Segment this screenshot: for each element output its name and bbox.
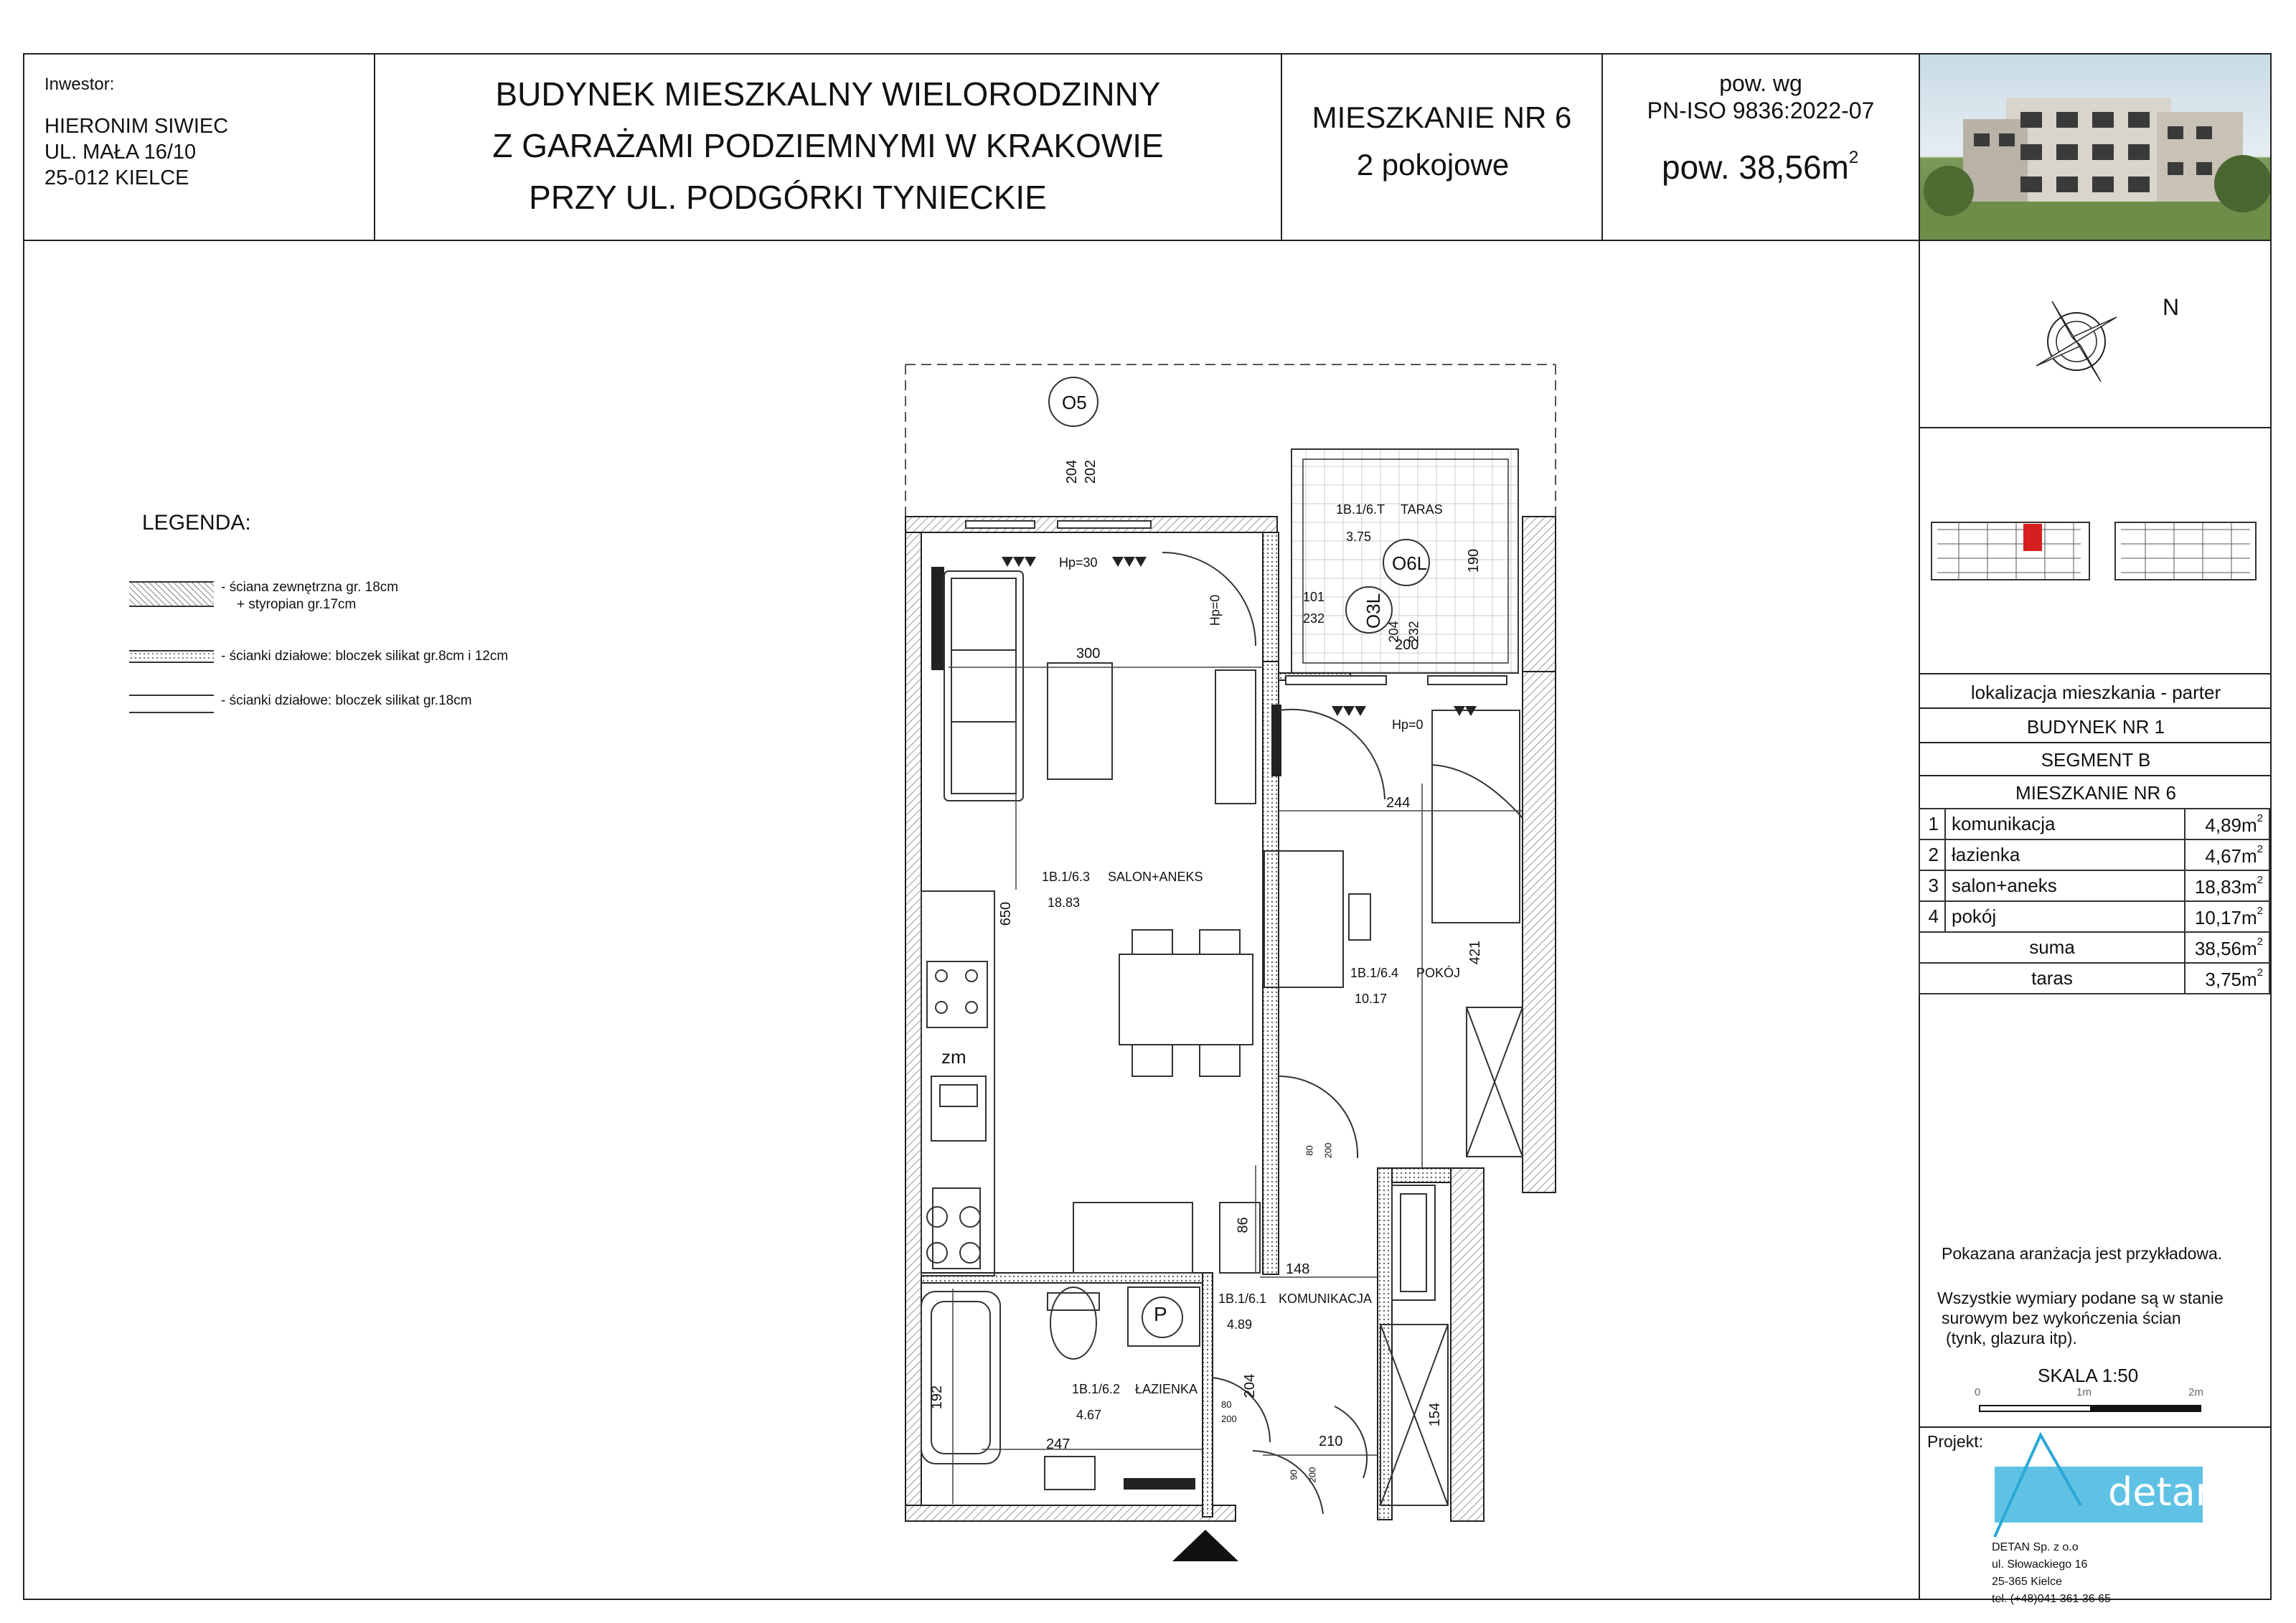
area-name: pokój bbox=[1945, 901, 2185, 932]
scale-tick-2: 2m bbox=[2188, 1386, 2203, 1398]
company-name: DETAN Sp. z o.o bbox=[1992, 1541, 2079, 1553]
location-apartment: MIESZKANIE NR 6 bbox=[2015, 782, 2176, 804]
hp30-label: Hp=30 bbox=[1059, 555, 1098, 570]
dim-232a: 232 bbox=[1303, 611, 1325, 626]
scale-tick-1: 1m bbox=[2076, 1386, 2092, 1398]
scale-label: SKALA 1:50 bbox=[2038, 1365, 2139, 1386]
area-no: 4 bbox=[1919, 901, 1945, 932]
kom-name: KOMUNIKACJA bbox=[1279, 1292, 1373, 1306]
dim-154: 154 bbox=[1427, 1402, 1444, 1427]
taras-name: TARAS bbox=[1401, 502, 1443, 517]
note-dimensions-2: surowym bez wykończenia ścian bbox=[1942, 1309, 2181, 1327]
dim-101: 101 bbox=[1303, 590, 1325, 604]
area-value: $4,89m^2$ bbox=[2185, 809, 2269, 839]
dim-244: 244 bbox=[1386, 795, 1411, 811]
dim-90: 90 bbox=[1288, 1469, 1299, 1480]
legend-item1-line1: - ściana zewnętrzna gr. 18cm bbox=[221, 580, 399, 595]
dim-200: 200 bbox=[1395, 637, 1419, 653]
dim-204b: 204 bbox=[1386, 621, 1401, 643]
legend-item1-line2: + styropian gr.17cm bbox=[237, 597, 357, 612]
note-arrangement: Pokazana aranżacja jest przykładowa. bbox=[1942, 1244, 2223, 1263]
area-name: komunikacja bbox=[1945, 809, 2185, 839]
location-building: BUDYNEK NR 1 bbox=[2026, 716, 2165, 738]
dim-200b: 200 bbox=[1221, 1413, 1237, 1424]
sum-label: suma bbox=[1919, 932, 2185, 963]
legend-item2: - ścianki działowe: bloczek silikat gr.8cm i 12cm bbox=[221, 649, 509, 664]
dim-204c: 204 bbox=[1242, 1373, 1258, 1398]
dim-148: 148 bbox=[1286, 1261, 1310, 1277]
compass-north-label: N bbox=[2163, 294, 2180, 320]
legend-title: LEGENDA: bbox=[142, 511, 251, 535]
hp0b-label: Hp=0 bbox=[1392, 718, 1424, 732]
apartment-rooms: 2 pokojowe bbox=[1356, 148, 1510, 182]
area-name: łazienka bbox=[1945, 839, 2185, 870]
legend-item3: - ścianki działowe: bloczek silikat gr.18cm bbox=[221, 693, 472, 708]
area-value: $10,17m^2$ bbox=[2185, 901, 2269, 932]
hp0a-label: Hp=0 bbox=[1208, 594, 1223, 626]
dim-210: 210 bbox=[1319, 1434, 1343, 1449]
dim-300: 300 bbox=[1076, 646, 1101, 662]
investor-street: UL. MAŁA 16/10 bbox=[44, 141, 197, 164]
project-label: Projekt: bbox=[1927, 1432, 1983, 1451]
p-label: P bbox=[1154, 1303, 1167, 1325]
location-segment: SEGMENT B bbox=[2041, 749, 2151, 771]
kom-code: 1B.1/6.1 bbox=[1218, 1292, 1267, 1306]
company-street: ul. Słowackiego 16 bbox=[1992, 1558, 2088, 1571]
dim-190: 190 bbox=[1466, 548, 1482, 573]
title-line1: BUDYNEK MIESZKALNY WIELORODZINNY bbox=[495, 75, 1161, 113]
investor-name: HIERONIM SIWIEC bbox=[44, 115, 229, 138]
area-total: pow. $38,56m^2$ bbox=[1662, 148, 1859, 186]
dim-192: 192 bbox=[929, 1385, 946, 1410]
company-phone: tel. (+48)041 361 36 65 bbox=[1992, 1593, 2111, 1605]
laz-area: 4.67 bbox=[1076, 1408, 1102, 1422]
dim-80b: 80 bbox=[1221, 1399, 1232, 1410]
o6l-label: O6L bbox=[1392, 552, 1428, 574]
pokoj-area: 10.17 bbox=[1355, 992, 1388, 1006]
dim-247: 247 bbox=[1046, 1436, 1071, 1452]
pokoj-code: 1B.1/6.4 bbox=[1350, 966, 1399, 980]
dim-232b: 232 bbox=[1406, 621, 1421, 643]
dim-200c: 200 bbox=[1307, 1467, 1318, 1483]
location-caption: lokalizacja mieszkania - parter bbox=[1970, 682, 2221, 703]
laz-name: ŁAZIENKA bbox=[1135, 1382, 1198, 1396]
area-norm-line1: pow. wg bbox=[1719, 70, 1802, 96]
area-value: $4,67m^2$ bbox=[2185, 839, 2269, 870]
title-line3: PRZY UL. PODGÓRKI TYNIECKIE bbox=[529, 179, 1047, 216]
taras-area: 3.75 bbox=[1346, 530, 1372, 544]
kom-area: 4.89 bbox=[1227, 1317, 1253, 1332]
scale-tick-0: 0 bbox=[1975, 1386, 1981, 1398]
salon-code: 1B.1/6.3 bbox=[1042, 870, 1091, 884]
zm-label: zm bbox=[941, 1046, 966, 1068]
area-norm-line2: PN-ISO 9836:2022-07 bbox=[1647, 98, 1875, 123]
salon-area: 18.83 bbox=[1048, 895, 1081, 910]
logo-text: detan bbox=[2108, 1469, 2220, 1515]
dim-421: 421 bbox=[1467, 940, 1484, 965]
title-line2: Z GARAŻAMI PODZIEMNYMI W KRAKOWIE bbox=[492, 127, 1164, 164]
o3l-label: O3L bbox=[1363, 593, 1385, 629]
o5-label: O5 bbox=[1062, 392, 1087, 413]
sum-value: $38,56m^2$ bbox=[2185, 932, 2269, 963]
investor-label: Inwestor: bbox=[44, 75, 115, 94]
area-no: 1 bbox=[1919, 809, 1945, 839]
dim-200a: 200 bbox=[1322, 1142, 1334, 1159]
note-dimensions-3: (tynk, glazura itp). bbox=[1946, 1329, 2077, 1347]
taras-code: 1B.1/6.T bbox=[1336, 502, 1385, 517]
investor-city: 25-012 KIELCE bbox=[44, 166, 189, 189]
dim-80a: 80 bbox=[1304, 1145, 1315, 1156]
apartment-number: MIESZKANIE NR 6 bbox=[1312, 100, 1572, 134]
terrace-value: $3,75m^2$ bbox=[2185, 963, 2269, 994]
area-value: $18,83m^2$ bbox=[2185, 870, 2269, 901]
area-name: salon+aneks bbox=[1945, 870, 2185, 901]
note-dimensions-1: Wszystkie wymiary podane są w stanie bbox=[1937, 1289, 2224, 1307]
company-city: 25-365 Kielce bbox=[1992, 1576, 2062, 1588]
laz-code: 1B.1/6.2 bbox=[1072, 1382, 1121, 1396]
salon-name: SALON+ANEKS bbox=[1108, 870, 1203, 884]
terrace-label: taras bbox=[1919, 963, 2185, 994]
dim-202: 202 bbox=[1083, 459, 1099, 484]
dim-204a: 204 bbox=[1064, 459, 1081, 484]
area-no: 3 bbox=[1919, 870, 1945, 901]
dim-650: 650 bbox=[998, 901, 1015, 926]
area-no: 2 bbox=[1919, 839, 1945, 870]
dim-86: 86 bbox=[1235, 1217, 1251, 1233]
pokoj-name: POKÓJ bbox=[1416, 966, 1461, 980]
